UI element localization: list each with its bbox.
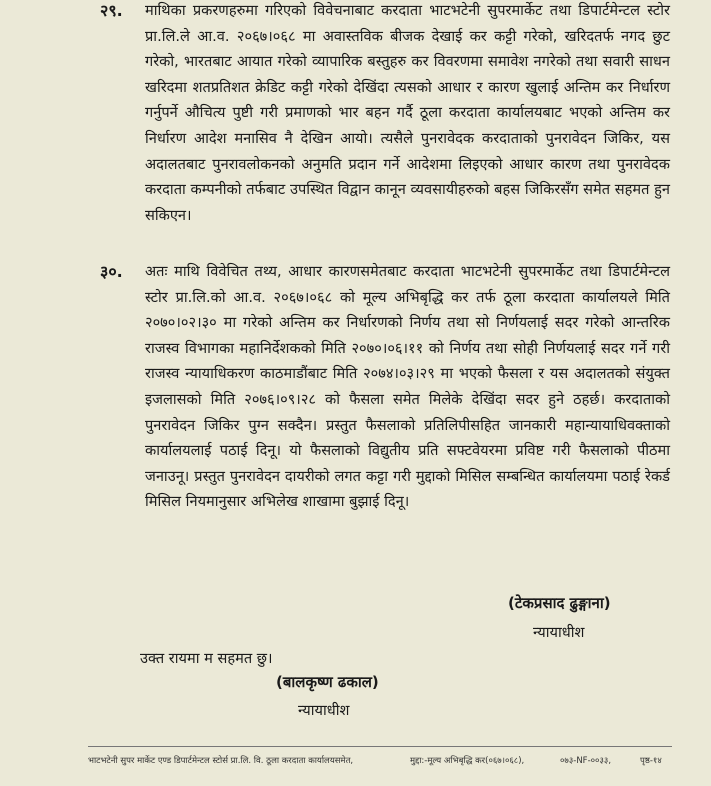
- footer-case-title: भाटभटेनी सुपर मार्केट एण्ड डिपार्टमेन्टल स्टोर्स प्रा.लि. वि. ठूला करदाता कार्यालयसमेत,: [88, 756, 354, 766]
- paragraph-text: अतः माथि विवेचित तथ्य, आधार कारणसमेतबाट करदाता भाटभटेनी सुपरमार्केट तथा डिपार्टमेन्टल स्टोर प्रा.लि.को आ.व. २०६७।०६८ को मूल्य अभिबृद्धि कर तर्फ ठूला करदाता कार्यालयले मिति २०७०।०२।३० मा गरेको अन्तिम कर निर्धारणको निर्णय तथा सो निर्णयलाई सदर गरेको आन्तरिक राजस्व विभागका महानिर्देशकको मिति २०७०।०६।११ को निर्णय तथा सोही निर्णयलाई सदर गर्ने गरी राजस्व न्यायाधिकरण काठमाडौंबाट मिति २०७४।०३।२९ मा भएको फैसला र यस अदालतको संयुक्त इजलासको मिति २०७६।०९।२८ को फैसला समेत मिलेके देखिंदा सदर हुने ठहर्छ। करदाताको पुनरावेदन जिकिर पुग्न सक्दैन। प्रस्तुत फैसलाको प्रतिलिपीसहित जानकारी महान्यायाधिवक्ताको कार्यालयलाई पठाई दिनू। यो फैसलाको विद्युतीय प्रति सफ्टवेयरमा प्रविष्ट गरी फैसलाको पीठमा जनाउनू। प्रस्तुत पुनरावेदन दायरीको लगत कट्टा गरी मुद्दाको मिसिल सम्बन्धित कार्यालयमा पठाई रेकर्ड मिसिल नियमानुसार अभिलेख शाखामा बुझाई दिनू।: [145, 263, 670, 511]
- judge-1-name: (टेकप्रसाद ढुङ्गाना): [508, 594, 611, 612]
- footer-subject: मुद्दा:-मूल्य अभिबृद्धि कर(०६७।०६८),: [410, 756, 525, 766]
- paragraph-29: [100, 0, 670, 228]
- paragraph-number: २९.: [100, 1, 123, 20]
- judge-2-title: न्यायाधीश: [298, 702, 350, 719]
- judge-1-title: न्यायाधीश: [533, 624, 585, 641]
- paragraph-number: ३०.: [100, 262, 123, 281]
- judge-2-name: (बालकृष्ण ढकाल): [276, 673, 379, 691]
- paragraph-30: [100, 259, 670, 515]
- footer-case-number: ०७३-NF-००३३,: [560, 756, 612, 766]
- concurrence-statement: उक्त रायमा म सहमत छु।: [140, 650, 273, 667]
- footer-page-number: पृष्ठ-१४: [640, 756, 662, 766]
- footer-divider: [88, 746, 672, 747]
- paragraph-text: माथिका प्रकरणहरुमा गरिएको विवेचनाबाट करदाता भाटभटेनी सुपरमार्केट तथा डिपार्टमेन्टल स्टोर प्रा.लि.ले आ.व. २०६७।०६८ मा अवास्तविक बीजक देखाई कर कट्टी गरेको, खरिदतर्फ नगद छुट गरेको, भारतबाट आयात गरेको व्यापारिक बस्तुहरु कर विवरणमा समावेश नगरेको तथा सवारी साधन खरिदमा शतप्रतिशत क्रेडिट कट्टी गरेको देखिंदा त्यसको आधार र कारण खुलाई अन्तिम कर निर्धारण गर्नुपर्ने औचित्य पुष्टी गरी प्रमाणको भार बहन गर्दै ठूला करदाता कार्यालयबाट भएको अन्तिम कर निर्धारण आदेश मनासिव नै देखिन आयो। त्यसैले पुनरावेदक करदाताको पुनरावेदन जिकिर, यस अदालतबाट पुनरावलोकनको अनुमति प्रदान गर्ने आदेशमा लिइएको आधार कारण तथा पुनरावेदक करदाता कम्पनीको तर्फबाट उपस्थित विद्वान कानून व्यवसायीहरुको बहस जिकिरसँग समेत सहमत हुन सकिएन।: [145, 2, 670, 224]
